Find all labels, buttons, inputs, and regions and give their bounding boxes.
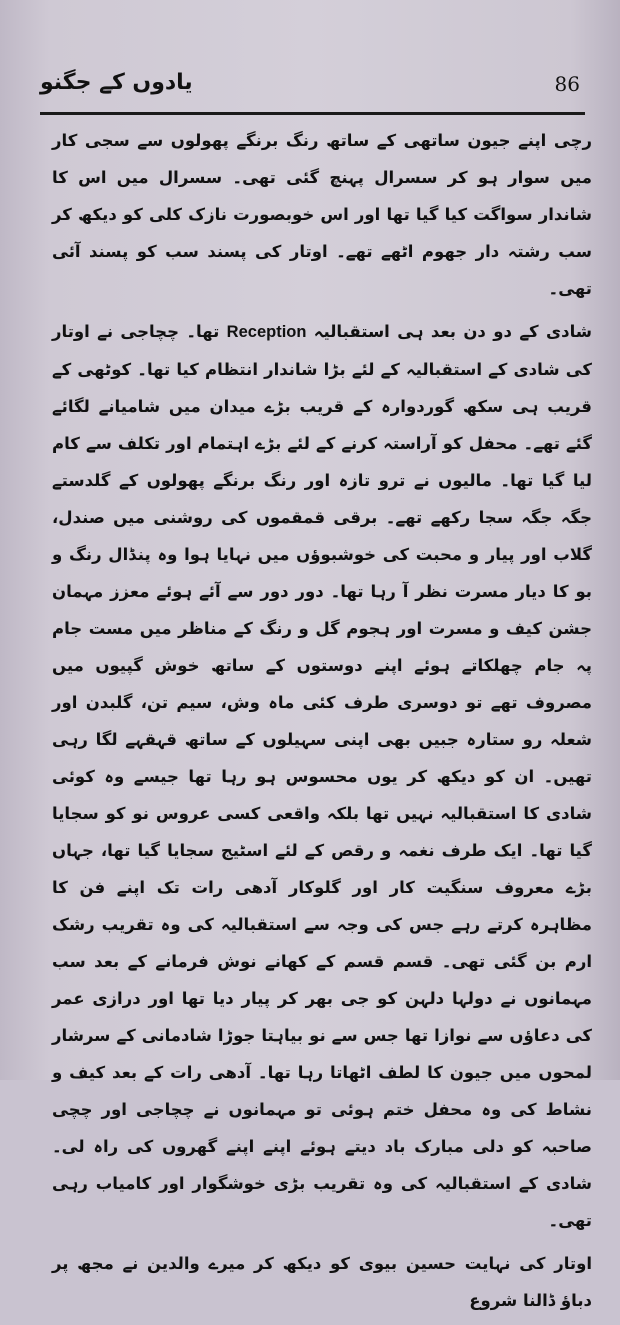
paragraph-2 <box>52 313 592 1239</box>
running-title: یادوں کے جگنو <box>40 70 193 95</box>
header-rule <box>40 112 585 115</box>
reception-word: Reception <box>226 323 307 341</box>
paragraph-3: اوتار کی نہایت حسین بیوی کو دیکھ کر میرے والدین نے مجھ پر دباؤ ڈالنا شروع <box>52 1254 592 1310</box>
page-header <box>40 70 600 110</box>
paragraph-2-part-2: تھا۔ چچاجی نے اوتار کی شادی کے استقبالیہ کے لئے بڑا شاندار انتظام کیا تھا۔ کوٹھی کے قریب ہی سکھ گوردوارہ کے قریب بڑے میدان میں شامیانے لگائے گئے تھے۔ محفل کو آراستہ کرنے کے لئے بڑے اہتمام اور تکلف سے کام لیا گیا تھا۔ مالیوں نے ترو تازہ اور رنگ برنگے پھولوں کے گلدستے جگہ جگہ سجا رکھے تھے۔ برقی قمقموں کی روشنی میں صندل، گلاب اور پیار و محبت کی خوشبوؤں میں نہایا ہوا وہ پنڈال رنگ و بو کا دیار مسرت نظر آ رہا تھا۔ دور دور سے آئے ہوئے معزز مہمان جشن کیف و مسرت اور ہجوم گل و رنگ کے مناظر میں مست جام پہ جام چھلکاتے ہوئے اپنے دوستوں کے ساتھ خوش گپیوں میں مصروف تھے تو دوسری طرف کئی ماہ وش، سیم تن، گلبدن اور شعلہ رو ستارہ جبیں بھی اپنی سہیلوں کے ساتھ قہقہے لگا رہی تھیں۔ ان کو دیکھ کر یوں محسوس ہو رہا تھا جیسے وہ کوئی شادی کا استقبالیہ نہیں تھا بلکہ واقعی کسی عروس نو کو سجایا گیا تھا۔ ایک طرف نغمہ و رقص کے لئے اسٹیج سجایا گیا تھا، جہاں بڑے معروف سنگیت کار اور گلوکار آدھی رات تک اپنے فن کا مظاہرہ کرتے رہے جس کی وجہ سے استقبالیہ کی وہ تقریب رشک ارم بن گئی تھی۔ قسم قسم کے کھانے نوش فرمانے کے بعد سب مہمانوں نے دولہا دلہن کو جی بھر کر پیار دیا تھا اور درازی عمر کی دعاؤں سے نوازا تھا جس سے نو بیاہتا جوڑا شادمانی کے سرشار لمحوں میں جیون کا لطف اٹھاتا رہا تھا۔ آدھی رات کے بعد کیف و نشاط کی وہ محفل ختم ہوئی تو مہمانوں نے چچاجی اور چچی صاحبہ کو دلی مبارک باد دیتے ہوئے اپنے اپنے گھروں کی راہ لی۔ شادی کے استقبالیہ کی وہ تقریب بڑی خوشگوار اور کامیاب رہی تھی۔ <box>52 322 592 1230</box>
body-text <box>52 122 592 1325</box>
paragraph-2-part-1: شادی کے دو دن بعد ہی استقبالیہ <box>306 322 592 341</box>
paragraph-1: رچی اپنے جیون ساتھی کے ساتھ رنگ برنگے پھولوں سے سجی کار میں سوار ہو کر سسرال پہنچ گئی تھی۔ سسرال میں اس کا شاندار سواگت کیا گیا تھا اور اس خوبصورت نازک کلی کو دیکھ کر سب رشتہ دار جھوم اٹھے تھے۔ اوتار کی پسند سب کو پسند آئی تھی۔ <box>52 131 592 298</box>
page-number: 86 <box>554 72 580 96</box>
